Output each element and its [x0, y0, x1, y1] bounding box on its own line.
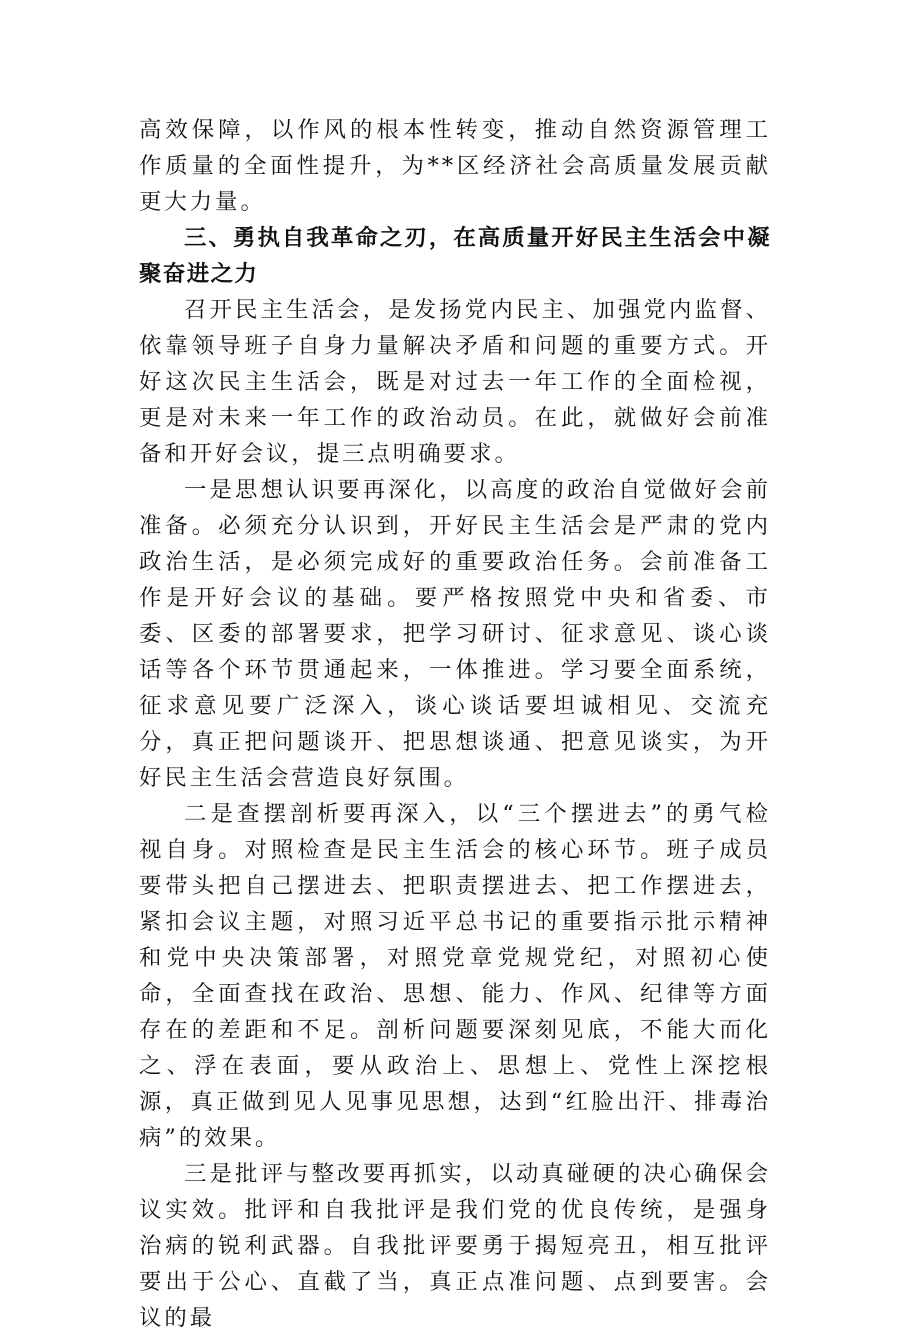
intro-paragraph: 高效保障，以作风的根本性转变，推动自然资源管理工作质量的全面性提升，为**区经济社会高质量发展贡献更大力量。	[139, 117, 771, 215]
section-heading: 三、勇执自我革命之刃，在高质量开好民主生活会中凝聚奋进之力	[139, 225, 771, 287]
body-paragraph-3: 二是查摆剖析要再深入，以“三个摆进去”的勇气检视自身。对照检查是民主生活会的核心环节。班子成员要带头把自己摆进去、把职责摆进去、把工作摆进去，紧扣会议主题，对照习近平总书记的重要指示批示精神和党中央决策部署，对照党章党规党纪，对照初心使命，全面查找在政治、思想、能力、作风、纪律等方面存在的差距和不足。剖析问题要深刻见底，不能大而化之、浮在表面，要从政治上、思想上、党性上深挖根源，真正做到见人见事见思想，达到“红脸出汗、排毒治病”的效果。	[139, 801, 771, 1151]
document-body	[139, 112, 771, 1336]
body-paragraph-2: 一是思想认识要再深化，以高度的政治自觉做好会前准备。必须充分认识到，开好民主生活会是严肃的党内政治生活，是必须完成好的重要政治任务。会前准备工作是开好会议的基础。要严格按照党中央和省委、市委、区委的部署要求，把学习研讨、征求意见、谈心谈话等各个环节贯通起来，一体推进。学习要全面系统，征求意见要广泛深入，谈心谈话要坦诚相见、交流充分，真正把问题谈开、把思想谈通、把意见谈实，为开好民主生活会营造良好氛围。	[139, 477, 771, 791]
body-paragraph-1: 召开民主生活会，是发扬党内民主、加强党内监督、依靠领导班子自身力量解决矛盾和问题的重要方式。开好这次民主生活会，既是对过去一年工作的全面检视，更是对未来一年工作的政治动员。在此，就做好会前准备和开好会议，提三点明确要求。	[139, 297, 771, 467]
body-paragraph-4: 三是批评与整改要再抓实，以动真碰硬的决心确保会议实效。批评和自我批评是我们党的优良传统，是强身治病的锐利武器。自我批评要勇于揭短亮丑，相互批评要出于公心、直截了当，真正点准问题、点到要害。会议的最	[139, 1161, 771, 1331]
